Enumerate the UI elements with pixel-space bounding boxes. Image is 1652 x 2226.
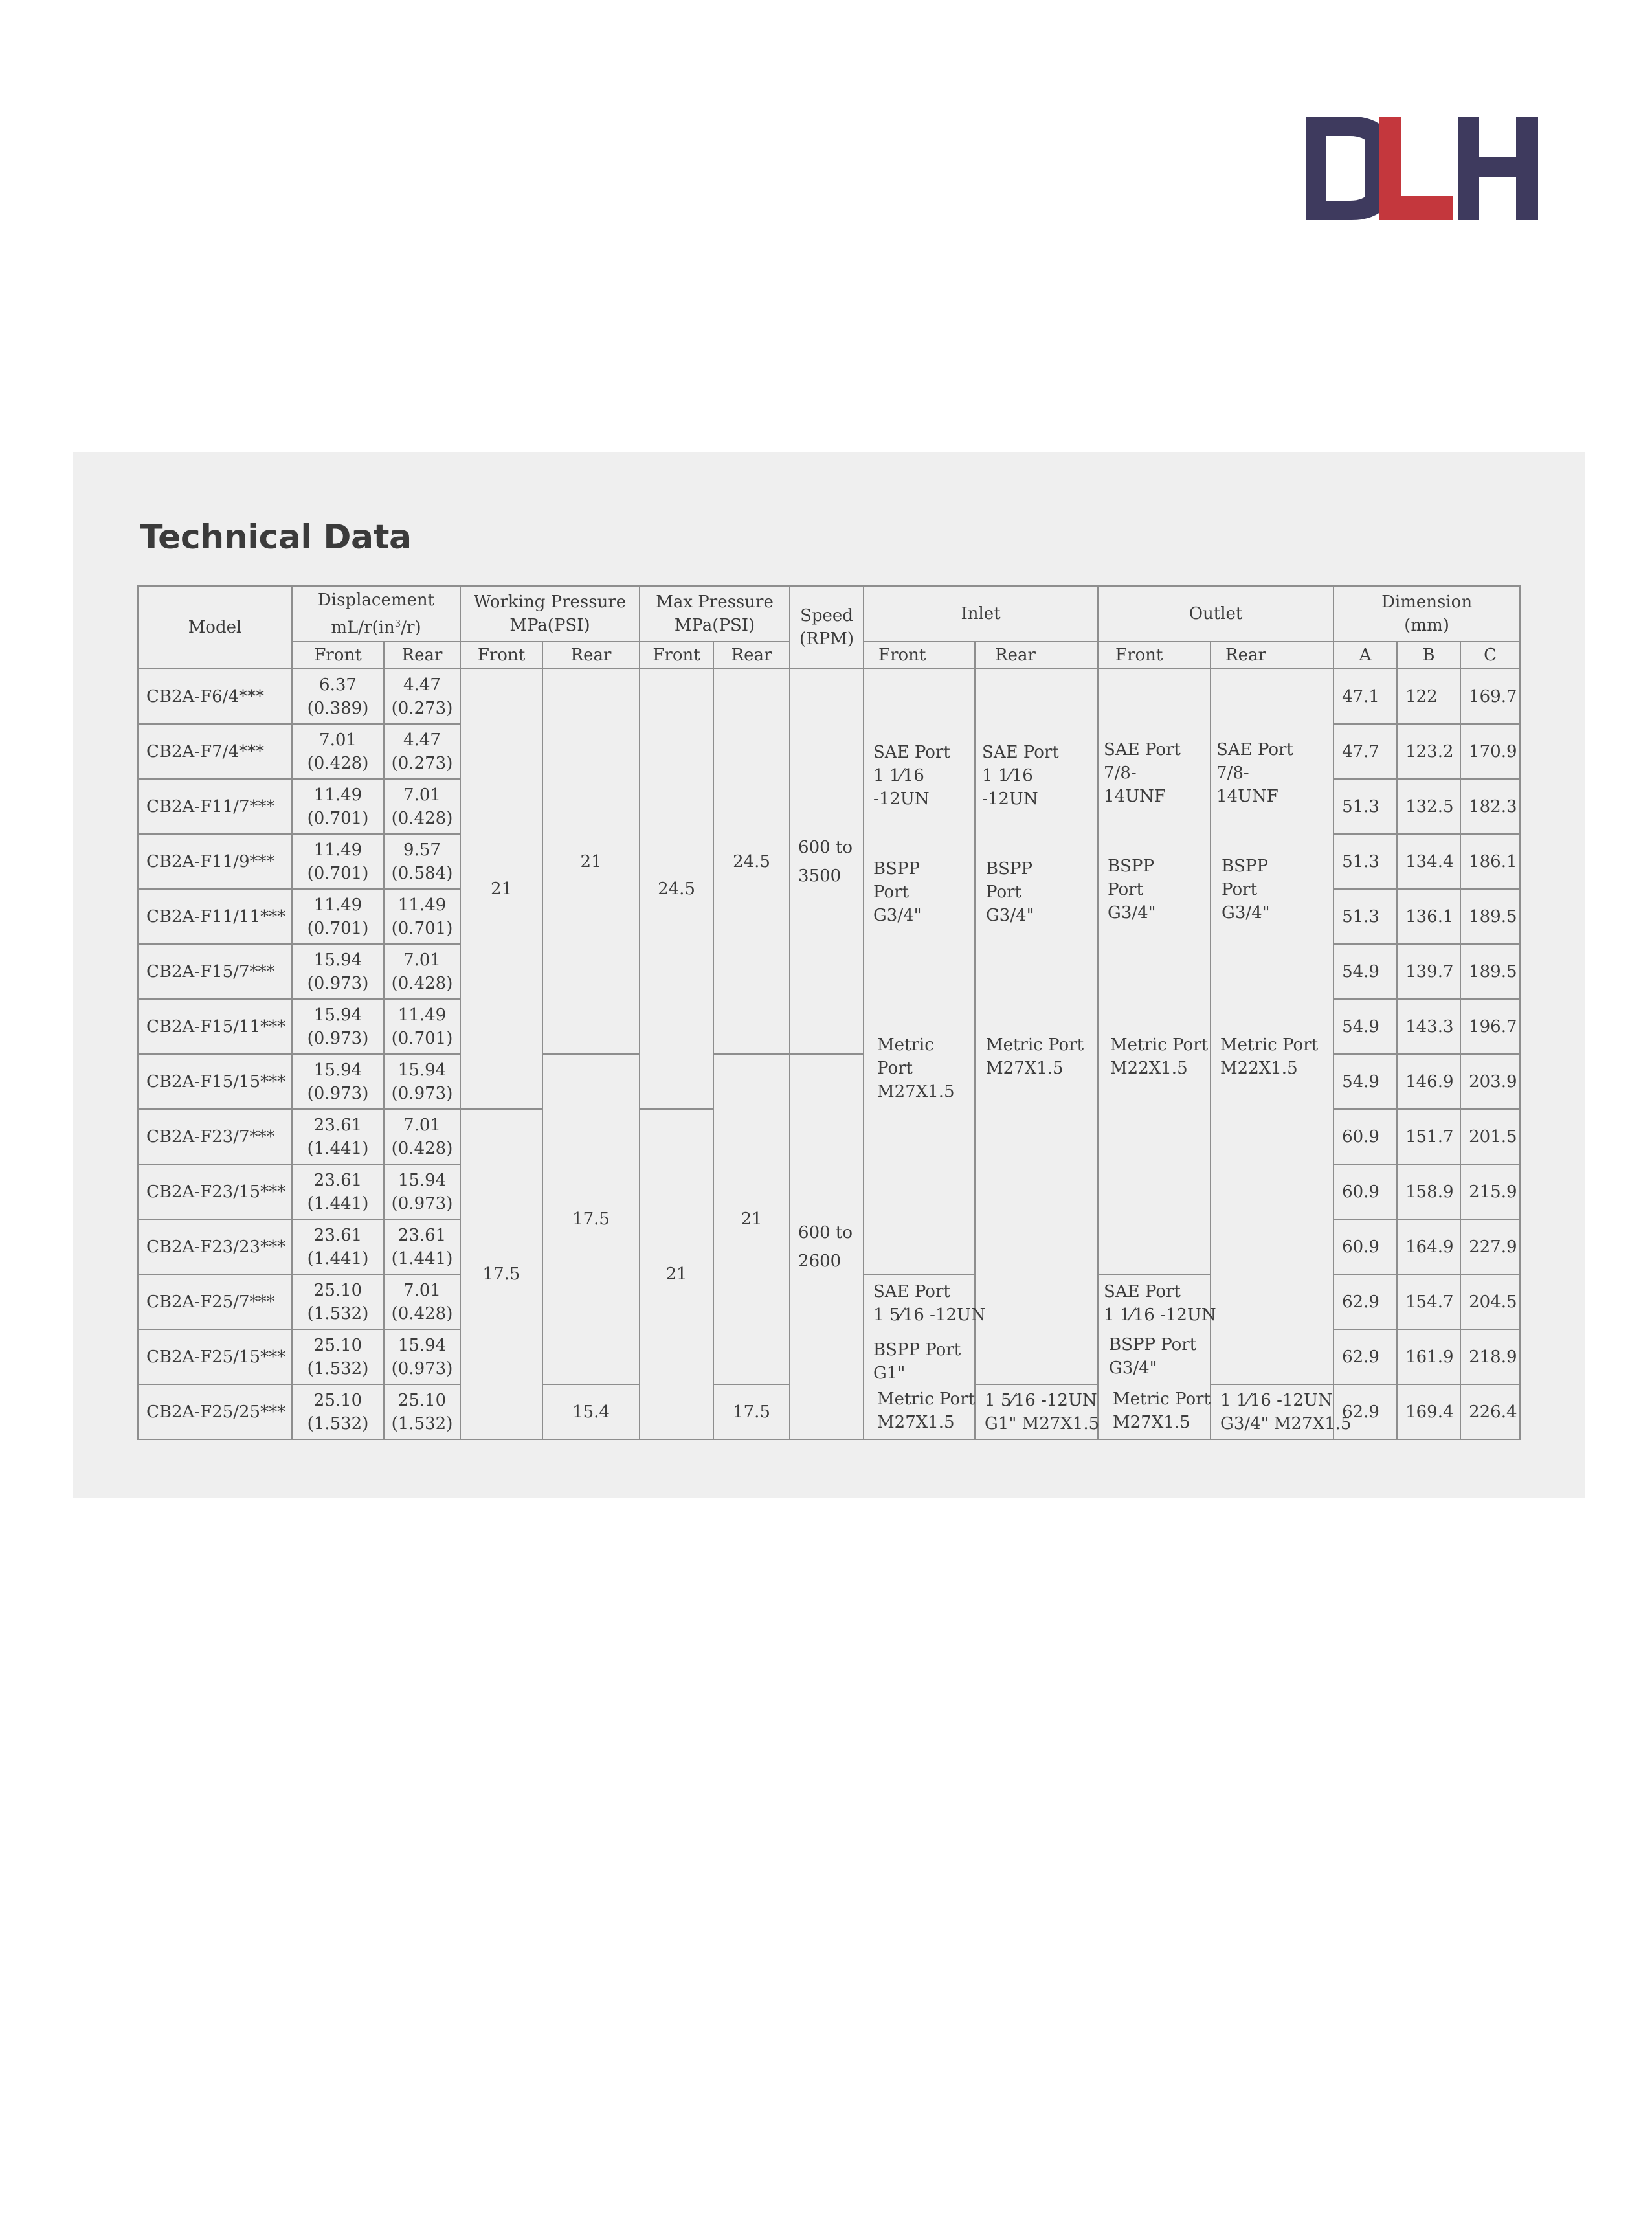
header-dimension: Dimension (mm) bbox=[1334, 586, 1520, 642]
dim-b-cell: 134.4 bbox=[1397, 834, 1460, 889]
disp-rear-cell: 4.47 (0.273) bbox=[384, 669, 460, 724]
model-cell: CB2A-F11/9*** bbox=[138, 834, 292, 889]
model-cell: CB2A-F6/4*** bbox=[138, 669, 292, 724]
disp-rear-cell: 25.10 (1.532) bbox=[384, 1384, 460, 1439]
disp-front-cell: 23.61 (1.441) bbox=[292, 1219, 384, 1274]
header-inlet-front: Front bbox=[864, 642, 975, 669]
inlet-rear-port-group-1: SAE Port 1 1⁄16 -12UN BSPP Port G3/4" Metric Port M27X1.5 bbox=[975, 669, 1098, 1384]
disp-rear-cell: 7.01 (0.428) bbox=[384, 1274, 460, 1329]
dim-a-cell: 62.9 bbox=[1334, 1274, 1397, 1329]
wp-front-group-2: 17.5 bbox=[460, 1109, 542, 1439]
mp-front-group-2: 21 bbox=[640, 1109, 713, 1439]
dim-b-cell: 136.1 bbox=[1397, 889, 1460, 944]
model-cell: CB2A-F25/25*** bbox=[138, 1384, 292, 1439]
disp-front-cell: 11.49 (0.701) bbox=[292, 834, 384, 889]
mp-rear-group-1: 24.5 bbox=[713, 669, 790, 1054]
inlet-front-port-group-1: SAE Port 1 1⁄16 -12UN BSPP Port G3/4" Metric Port M27X1.5 bbox=[864, 669, 975, 1274]
outlet-front-port-group-1: SAE Port 7/8-14UNF BSPP Port G3/4" Metric Port M22X1.5 bbox=[1098, 669, 1211, 1274]
dim-c-cell: 201.5 bbox=[1460, 1109, 1520, 1164]
dim-b-cell: 123.2 bbox=[1397, 724, 1460, 779]
mp-rear-group-3: 17.5 bbox=[713, 1384, 790, 1439]
disp-front-cell: 23.61 (1.441) bbox=[292, 1109, 384, 1164]
header-disp-rear: Rear bbox=[384, 642, 460, 669]
dim-c-cell: 189.5 bbox=[1460, 944, 1520, 999]
dim-b-cell: 164.9 bbox=[1397, 1219, 1460, 1274]
model-cell: CB2A-F15/15*** bbox=[138, 1054, 292, 1109]
header-mp-rear: Rear bbox=[713, 642, 790, 669]
dim-a-cell: 62.9 bbox=[1334, 1329, 1397, 1384]
header-outlet-rear: Rear bbox=[1211, 642, 1334, 669]
dim-c-cell: 182.3 bbox=[1460, 779, 1520, 834]
disp-rear-cell: 7.01 (0.428) bbox=[384, 779, 460, 834]
model-cell: CB2A-F7/4*** bbox=[138, 724, 292, 779]
disp-rear-cell: 11.49 (0.701) bbox=[384, 999, 460, 1054]
disp-front-cell: 15.94 (0.973) bbox=[292, 1054, 384, 1109]
dim-c-cell: 186.1 bbox=[1460, 834, 1520, 889]
header-dim-a: A bbox=[1334, 642, 1397, 669]
speed-group-1: 600 to 3500 bbox=[790, 669, 864, 1054]
header-wp-rear: Rear bbox=[542, 642, 640, 669]
mp-rear-group-2: 21 bbox=[713, 1054, 790, 1384]
dim-b-cell: 122 bbox=[1397, 669, 1460, 724]
header-disp-front: Front bbox=[292, 642, 384, 669]
header-inlet-rear: Rear bbox=[975, 642, 1098, 669]
header-speed: Speed (RPM) bbox=[790, 586, 864, 669]
logo-letter-l bbox=[1379, 117, 1453, 220]
dim-a-cell: 54.9 bbox=[1334, 1054, 1397, 1109]
model-cell: CB2A-F15/11*** bbox=[138, 999, 292, 1054]
dim-b-cell: 151.7 bbox=[1397, 1109, 1460, 1164]
technical-data-panel bbox=[73, 452, 1585, 1498]
dim-a-cell: 62.9 bbox=[1334, 1384, 1397, 1439]
disp-front-cell: 25.10 (1.532) bbox=[292, 1384, 384, 1439]
inlet-front-port-group-2: SAE Port 1 5⁄16 -12UN BSPP Port G1" Metric Port M27X1.5 bbox=[864, 1274, 975, 1439]
model-cell: CB2A-F11/7*** bbox=[138, 779, 292, 834]
dim-c-cell: 226.4 bbox=[1460, 1384, 1520, 1439]
wp-rear-group-1: 21 bbox=[542, 669, 640, 1054]
header-model: Model bbox=[138, 586, 292, 669]
header-working-pressure: Working Pressure MPa(PSI) bbox=[460, 586, 640, 642]
model-cell: CB2A-F25/7*** bbox=[138, 1274, 292, 1329]
dlh-logo bbox=[1306, 117, 1538, 220]
outlet-rear-port-group-1: SAE Port 7/8-14UNF BSPP Port G3/4" Metric Port M22X1.5 bbox=[1211, 669, 1334, 1384]
dim-a-cell: 47.1 bbox=[1334, 669, 1397, 724]
model-cell: CB2A-F25/15*** bbox=[138, 1329, 292, 1384]
dim-a-cell: 47.7 bbox=[1334, 724, 1397, 779]
dim-c-cell: 203.9 bbox=[1460, 1054, 1520, 1109]
dim-c-cell: 204.5 bbox=[1460, 1274, 1520, 1329]
dim-c-cell: 189.5 bbox=[1460, 889, 1520, 944]
header-outlet: Outlet bbox=[1098, 586, 1334, 642]
disp-rear-cell: 7.01 (0.428) bbox=[384, 1109, 460, 1164]
outlet-rear-port-group-2: 1 1⁄16 -12UN G3/4" M27X1.5 bbox=[1211, 1384, 1334, 1439]
disp-front-cell: 7.01 (0.428) bbox=[292, 724, 384, 779]
model-cell: CB2A-F23/15*** bbox=[138, 1164, 292, 1219]
wp-rear-group-2: 17.5 bbox=[542, 1054, 640, 1384]
disp-rear-cell: 23.61 (1.441) bbox=[384, 1219, 460, 1274]
disp-front-cell: 15.94 (0.973) bbox=[292, 944, 384, 999]
wp-front-group-1: 21 bbox=[460, 669, 542, 1109]
disp-front-cell: 11.49 (0.701) bbox=[292, 779, 384, 834]
header-dim-c: C bbox=[1460, 642, 1520, 669]
dim-c-cell: 218.9 bbox=[1460, 1329, 1520, 1384]
dim-b-cell: 139.7 bbox=[1397, 944, 1460, 999]
outlet-front-port-group-2: SAE Port 1 1⁄16 -12UN BSPP Port G3/4" Metric Port M27X1.5 bbox=[1098, 1274, 1211, 1439]
disp-front-cell: 11.49 (0.701) bbox=[292, 889, 384, 944]
disp-rear-cell: 7.01 (0.428) bbox=[384, 944, 460, 999]
header-inlet: Inlet bbox=[864, 586, 1098, 642]
model-cell: CB2A-F11/11*** bbox=[138, 889, 292, 944]
disp-rear-cell: 15.94 (0.973) bbox=[384, 1164, 460, 1219]
dim-b-cell: 143.3 bbox=[1397, 999, 1460, 1054]
disp-front-cell: 25.10 (1.532) bbox=[292, 1329, 384, 1384]
dim-a-cell: 54.9 bbox=[1334, 999, 1397, 1054]
disp-front-cell: 25.10 (1.532) bbox=[292, 1274, 384, 1329]
dim-b-cell: 158.9 bbox=[1397, 1164, 1460, 1219]
model-cell: CB2A-F23/7*** bbox=[138, 1109, 292, 1164]
header-wp-front: Front bbox=[460, 642, 542, 669]
dim-b-cell: 146.9 bbox=[1397, 1054, 1460, 1109]
dim-c-cell: 227.9 bbox=[1460, 1219, 1520, 1274]
dim-c-cell: 169.7 bbox=[1460, 669, 1520, 724]
technical-data-table bbox=[137, 585, 1521, 1440]
speed-group-2: 600 to 2600 bbox=[790, 1054, 864, 1439]
dim-b-cell: 161.9 bbox=[1397, 1329, 1460, 1384]
dim-c-cell: 196.7 bbox=[1460, 999, 1520, 1054]
dim-a-cell: 60.9 bbox=[1334, 1164, 1397, 1219]
model-cell: CB2A-F23/23*** bbox=[138, 1219, 292, 1274]
dim-a-cell: 60.9 bbox=[1334, 1219, 1397, 1274]
dim-a-cell: 51.3 bbox=[1334, 779, 1397, 834]
dim-c-cell: 215.9 bbox=[1460, 1164, 1520, 1219]
dim-b-cell: 169.4 bbox=[1397, 1384, 1460, 1439]
disp-front-cell: 15.94 (0.973) bbox=[292, 999, 384, 1054]
dim-b-cell: 132.5 bbox=[1397, 779, 1460, 834]
mp-front-group-1: 24.5 bbox=[640, 669, 713, 1109]
logo-letter-h bbox=[1458, 117, 1538, 220]
header-max-pressure: Max Pressure MPa(PSI) bbox=[640, 586, 790, 642]
disp-rear-cell: 15.94 (0.973) bbox=[384, 1054, 460, 1109]
table-row bbox=[138, 669, 1520, 724]
page-title: Technical Data bbox=[140, 518, 412, 557]
dim-a-cell: 60.9 bbox=[1334, 1109, 1397, 1164]
dim-a-cell: 51.3 bbox=[1334, 834, 1397, 889]
header-outlet-front: Front bbox=[1098, 642, 1211, 669]
disp-rear-cell: 11.49 (0.701) bbox=[384, 889, 460, 944]
dim-b-cell: 154.7 bbox=[1397, 1274, 1460, 1329]
disp-rear-cell: 15.94 (0.973) bbox=[384, 1329, 460, 1384]
header-displacement: Displacement $mL/r(in^3/r)$ bbox=[292, 586, 460, 642]
dim-a-cell: 51.3 bbox=[1334, 889, 1397, 944]
disp-front-cell: 23.61 (1.441) bbox=[292, 1164, 384, 1219]
wp-rear-group-3: 15.4 bbox=[542, 1384, 640, 1439]
dim-c-cell: 170.9 bbox=[1460, 724, 1520, 779]
header-mp-front: Front bbox=[640, 642, 713, 669]
disp-rear-cell: 4.47 (0.273) bbox=[384, 724, 460, 779]
model-cell: CB2A-F15/7*** bbox=[138, 944, 292, 999]
disp-rear-cell: 9.57 (0.584) bbox=[384, 834, 460, 889]
disp-front-cell: 6.37 (0.389) bbox=[292, 669, 384, 724]
header-dim-b: B bbox=[1397, 642, 1460, 669]
dim-a-cell: 54.9 bbox=[1334, 944, 1397, 999]
inlet-rear-port-group-2: 1 5⁄16 -12UN G1" M27X1.5 bbox=[975, 1384, 1098, 1439]
